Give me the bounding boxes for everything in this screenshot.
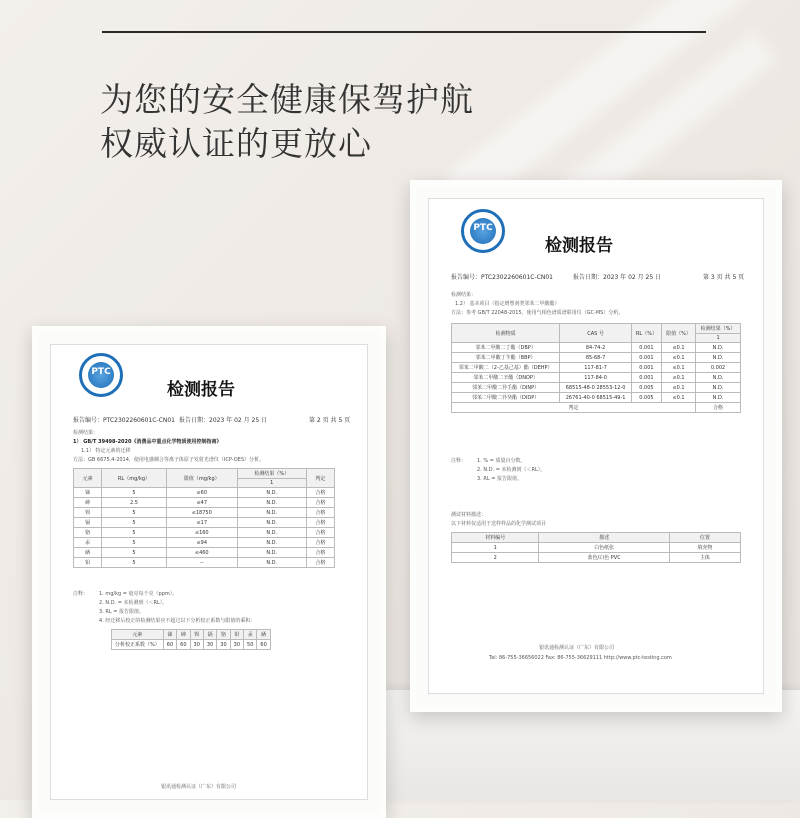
table-cell: ≤0.1	[661, 363, 695, 373]
table-cell: 0.002	[696, 363, 741, 373]
note-item: 3. RL = 报告限值。	[477, 476, 522, 482]
table-cell: 合格	[306, 538, 334, 548]
table-cell: 30	[203, 640, 216, 650]
table-cell: 锑	[74, 488, 102, 498]
table-row	[452, 393, 741, 403]
table-cell: 5	[102, 538, 167, 548]
table-cell: 镉	[74, 518, 102, 528]
table-cell: 合格	[306, 488, 334, 498]
report-number: 报告编号：PTC2302260601C-CN01	[451, 274, 553, 281]
phthalate-results-table	[451, 323, 741, 413]
table-cell: 邻苯二甲酸二异癸酯（DIDP）	[452, 393, 560, 403]
table-row	[452, 543, 741, 553]
table-row	[452, 553, 741, 563]
table-cell: 汞	[74, 538, 102, 548]
table-cell: N.D.	[237, 528, 306, 538]
table-header: 描述	[539, 533, 669, 543]
divider-line	[102, 31, 706, 33]
report-title: 检测报告	[167, 380, 235, 400]
table-cell: 硒	[74, 548, 102, 558]
table-cell: N.D.	[237, 508, 306, 518]
table-cell: --	[166, 558, 237, 568]
table-cell: 判定	[452, 403, 696, 413]
table-header: 1	[696, 334, 741, 343]
report-date: 报告日期：2023 年 02 月 25 日	[573, 274, 662, 281]
table-row	[74, 538, 335, 548]
table-cell: 填充物	[669, 543, 740, 553]
table-cell: 钡	[74, 508, 102, 518]
table-cell: 合格	[306, 558, 334, 568]
table-header: 铅	[230, 630, 243, 640]
table-cell: 68515-48-0 28553-12-0	[560, 383, 632, 393]
ptc-logo-icon: PTC	[461, 209, 505, 253]
table-row	[452, 353, 741, 363]
table-cell: 5	[102, 558, 167, 568]
table-cell: 0.001	[631, 363, 661, 373]
ptc-logo-icon: PTC	[79, 353, 123, 397]
table-cell: 合格	[306, 508, 334, 518]
table-header: 检测物质	[452, 324, 560, 343]
table-cell: N.D.	[696, 393, 741, 403]
table-cell: N.D.	[696, 343, 741, 353]
table-cell: 邻苯二甲酸二（2-乙基己基）酯（DEHP）	[452, 363, 560, 373]
table-cell: 26761-40-0 68515-49-1	[560, 393, 632, 403]
table-cell: 30	[190, 640, 203, 650]
table-cell: 邻苯二甲酸二丁酯（DBP）	[452, 343, 560, 353]
table-cell: 60	[177, 640, 190, 650]
table-row	[74, 498, 335, 508]
table-cell: 0.001	[631, 343, 661, 353]
table-cell: 白色纸张	[539, 543, 669, 553]
table-cell: ≤17	[166, 518, 237, 528]
table-cell: ≤94	[166, 538, 237, 548]
table-cell: 合格	[306, 528, 334, 538]
table-cell: 2	[452, 553, 539, 563]
table-header: 判定	[306, 469, 334, 488]
table-cell: ≤0.1	[661, 383, 695, 393]
company-footer: 银讯通检测认证（广东）有限公司	[161, 784, 237, 790]
table-cell: 5	[102, 518, 167, 528]
table-cell: 50	[244, 640, 257, 650]
table-cell: ≤0.1	[661, 373, 695, 383]
report-date: 报告日期：2023 年 02 月 25 日	[179, 417, 268, 424]
table-cell: ≤160	[166, 528, 237, 538]
table-header: RL（%）	[631, 324, 661, 343]
report-number: 报告编号：PTC2302260601C-CN01	[73, 417, 175, 424]
table-cell: 合格	[306, 518, 334, 528]
table-subheader: 1	[237, 479, 306, 488]
left-report-frame	[32, 326, 386, 818]
table-cell: 5	[102, 488, 167, 498]
note-item: 4. 经迁移后校正的检测结果应不超过以下分析校正系数与限值的乘积：	[99, 618, 256, 624]
table-cell: 0.001	[631, 373, 661, 383]
table-cell: 铬	[74, 528, 102, 538]
table-cell: N.D.	[696, 353, 741, 363]
table-cell: N.D.	[696, 373, 741, 383]
table-header: 材料编号	[452, 533, 539, 543]
headline-line1: 为您的安全健康保驾护航	[100, 80, 474, 119]
table-cell: ≤18750	[166, 508, 237, 518]
table-cell: ≤47	[166, 498, 237, 508]
table-row	[452, 363, 741, 373]
table-row	[74, 488, 335, 498]
table-cell: 60	[257, 640, 270, 650]
section-item: 1） GB/T 39498-2020《消费品中重点化学物质使用控制指南》	[73, 439, 222, 445]
table-header: 钡	[190, 630, 203, 640]
table-cell: 1	[452, 543, 539, 553]
table-header: 砷	[177, 630, 190, 640]
table-header: 镉	[203, 630, 216, 640]
note-item: 1. % = 质量百分数。	[477, 458, 526, 464]
method-text: 方法：GB 6675.4-2014，使用电感耦合等离子体原子发射光谱仪（ICP-OES）分析。	[73, 457, 265, 463]
table-header: RL（mg/kg）	[102, 469, 167, 488]
left-report-page	[50, 344, 368, 800]
table-cell: 铅	[74, 558, 102, 568]
table-cell: 0.001	[631, 353, 661, 363]
table-header: CAS 号	[560, 324, 632, 343]
note-item: 2. N.D. = 未检测到（＜RL）。	[477, 467, 546, 473]
note-item: 2. N.D. = 未检测到（＜RL）。	[99, 600, 168, 606]
material-sub: 以下材料仅适用于送样样品的化学测试项目	[451, 521, 547, 527]
table-cell: 邻苯二甲酸二辛酯（DNOP）	[452, 373, 560, 383]
right-report-page	[428, 198, 764, 694]
table-header: 检测结果（%）	[237, 469, 306, 479]
table-cell: ≤460	[166, 548, 237, 558]
table-header: 铬	[217, 630, 230, 640]
table-header: 限值（%）	[661, 324, 695, 343]
table-row	[112, 640, 271, 650]
report-title: 检测报告	[545, 236, 613, 256]
table-cell: ≤60	[166, 488, 237, 498]
table-cell: 2.5	[102, 498, 167, 508]
table-cell: N.D.	[237, 518, 306, 528]
material-table	[451, 532, 741, 563]
table-row	[452, 403, 741, 413]
correction-factor-table	[111, 629, 271, 650]
table-cell: N.D.	[237, 488, 306, 498]
table-cell: ≤0.1	[661, 393, 695, 403]
table-cell: 5	[102, 528, 167, 538]
note-item: 3. RL = 报告限值。	[99, 609, 144, 615]
table-row	[74, 518, 335, 528]
table-header: 检测结果（%）	[696, 324, 741, 334]
table-cell: 邻苯二甲酸二异壬酯（DINP）	[452, 383, 560, 393]
table-row	[74, 548, 335, 558]
table-cell: 117-84-0	[560, 373, 632, 383]
element-results-table	[73, 468, 335, 568]
notes-label: 注释：	[451, 458, 467, 464]
table-cell: 0.005	[631, 383, 661, 393]
table-header: 硒	[257, 630, 270, 640]
table-cell: N.D.	[237, 558, 306, 568]
table-cell: 合格	[696, 403, 741, 413]
table-row	[452, 373, 741, 383]
table-cell: N.D.	[237, 538, 306, 548]
table-cell: 85-68-7	[560, 353, 632, 363]
table-cell: 分析校正系数（%）	[112, 640, 164, 650]
table-header: 汞	[244, 630, 257, 640]
right-report-frame	[410, 180, 782, 712]
section-head: 检测结果：	[73, 430, 99, 436]
table-cell: 邻苯二甲酸丁苄酯（BBP）	[452, 353, 560, 363]
table-cell: 蓝色/白色 PVC	[539, 553, 669, 563]
table-cell: 砷	[74, 498, 102, 508]
report-page: 第 2 页 共 5 页	[309, 417, 351, 424]
table-cell: 30	[230, 640, 243, 650]
table-header: 锑	[163, 630, 176, 640]
table-row	[74, 528, 335, 538]
table-header: 元素	[74, 469, 102, 488]
material-head: 测试材料描述：	[451, 512, 487, 518]
table-header: 元素	[112, 630, 164, 640]
table-row	[74, 508, 335, 518]
headline-line2: 权威认证的更放心	[100, 124, 372, 163]
sub-item: 1.2） 基本项目（指定增塑剂类邻苯二甲酸酯）	[455, 301, 560, 307]
table-cell: 合格	[306, 498, 334, 508]
company-contact: Tel: 86-755-36656022 Fax: 86-755-36629111 http://www.ptc-testing.com	[489, 655, 672, 661]
sub-item: 1.1） 特定元素的迁移	[81, 448, 131, 454]
table-cell: ≤0.1	[661, 353, 695, 363]
table-cell: 5	[102, 548, 167, 558]
table-cell: 84-74-2	[560, 343, 632, 353]
table-header: 位置	[669, 533, 740, 543]
table-row	[452, 383, 741, 393]
section-head: 检测结果：	[451, 292, 477, 298]
note-item: 1. mg/kg = 毫克每千克（ppm）。	[99, 591, 178, 597]
table-cell: 30	[217, 640, 230, 650]
table-cell: 合格	[306, 548, 334, 558]
table-row	[452, 343, 741, 353]
notes-label: 注释：	[73, 591, 89, 597]
company-footer: 银讯通检测认证（广东）有限公司	[539, 645, 615, 651]
method-text: 方法：参考 GB/T 22048-2015，使用气相色谱质谱联用仪（GC-MS）分析。	[451, 310, 624, 316]
table-cell: N.D.	[237, 498, 306, 508]
table-cell: 主体	[669, 553, 740, 563]
table-cell: 5	[102, 508, 167, 518]
table-header: 限值（mg/kg）	[166, 469, 237, 488]
table-cell: N.D.	[696, 383, 741, 393]
table-cell: ≤0.1	[661, 343, 695, 353]
table-row	[74, 558, 335, 568]
table-cell: 60	[163, 640, 176, 650]
table-cell: 0.005	[631, 393, 661, 403]
table-cell: N.D.	[237, 548, 306, 558]
report-page: 第 3 页 共 5 页	[703, 274, 745, 281]
table-cell: 117-81-7	[560, 363, 632, 373]
